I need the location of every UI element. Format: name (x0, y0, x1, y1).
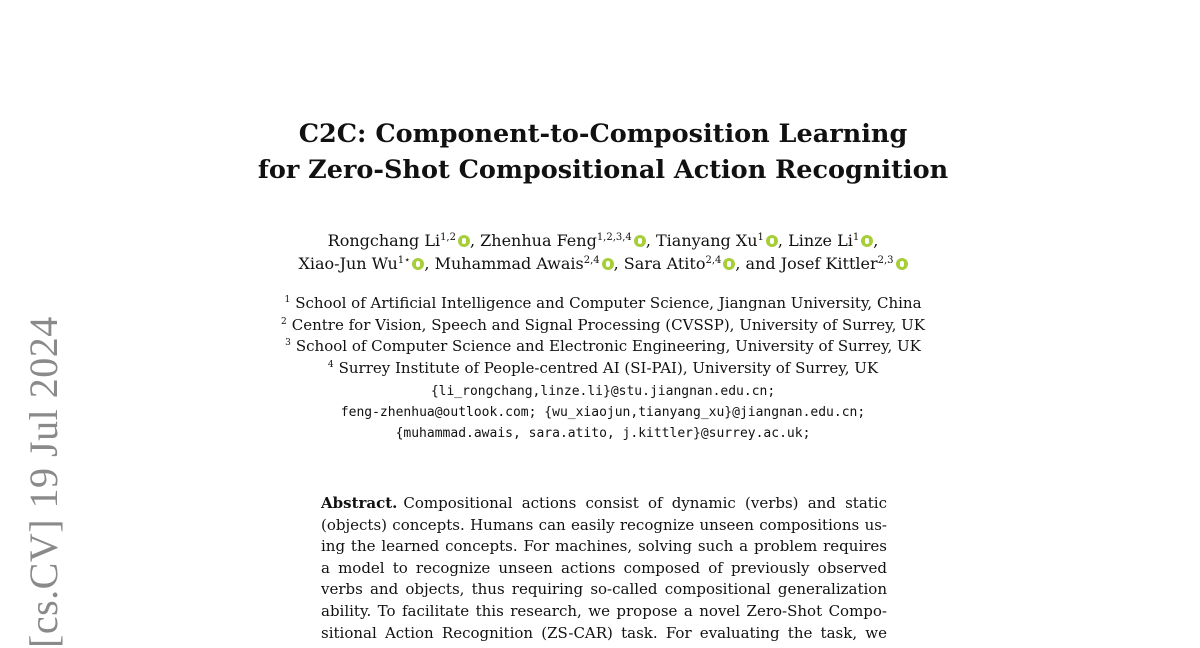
title-line-2: for Zero-Shot Compositional Action Recognition (257, 155, 949, 185)
affiliation-text: School of Artificial Intelligence and Computer Science, Jiangnan University, China (295, 294, 922, 312)
arxiv-stamp: [cs.CV] 19 Jul 2024 (21, 316, 66, 648)
affiliation-text: Surrey Institute of People-centred AI (SI-PAI), University of Surrey, UK (338, 358, 879, 377)
author-name: Rongchang Li (327, 231, 441, 250)
email-line[interactable]: {muhammad.awais, sara.atito, j.kittler}@surrey.ac.uk; (395, 426, 811, 441)
author-separator: , and (735, 254, 781, 273)
author-line-2 (0, 252, 1200, 275)
abstract-line: verbs and objects, thus requiring so-called compositional generalization (321, 580, 887, 599)
abstract-line: a model to recognize unseen actions composed of previously observed (321, 558, 887, 577)
author-separator: , (613, 254, 624, 273)
orcid-icon[interactable] (412, 258, 424, 270)
affiliation-item (0, 293, 1200, 315)
affiliation-number: 2 (281, 316, 287, 327)
author-separator: , (424, 254, 435, 273)
author-affil-sup: 1,2,3,4 (596, 232, 632, 243)
affiliation-number: 3 (285, 338, 291, 348)
affiliation-list (0, 293, 1200, 379)
email-list (0, 381, 1200, 444)
author-affil-sup: 2,4 (705, 255, 722, 266)
affiliation-item (0, 336, 1200, 358)
orcid-icon[interactable] (766, 235, 778, 247)
author-affil-sup: 1⋆ (397, 255, 411, 266)
author-name: Zhenhua Feng (480, 231, 597, 250)
author-separator: , (469, 231, 481, 250)
abstract-line: sitional Action Recognition (ZS-CAR) task. For evaluating the task, we (321, 623, 887, 642)
author-name: Tianyang Xu (655, 231, 758, 250)
affiliation-text: Centre for Vision, Speech and Signal Processing (CVSSP), University of Surrey, UK (291, 315, 925, 334)
orcid-icon[interactable] (896, 258, 908, 270)
author-name: Xiao-Jun Wu (298, 254, 398, 273)
orcid-icon[interactable] (723, 258, 735, 270)
author-list (0, 229, 1200, 275)
author-affil-sup: 2,4 (583, 255, 600, 266)
author-affil-sup: 1,2 (440, 232, 456, 243)
author-affil-sup: 1 (852, 232, 860, 243)
author-separator: , (777, 231, 789, 250)
abstract-line: ability. To facilitate this research, we propose a novel Zero-Shot Compo- (321, 601, 887, 620)
abstract (321, 493, 887, 644)
author-affil-sup: 1 (757, 232, 764, 243)
abstract-label: Abstract. (321, 494, 398, 512)
author-separator: , (645, 231, 656, 250)
email-line[interactable]: feng-zhenhua@outlook.com; {wu_xiaojun,tianyang_xu}@jiangnan.edu.cn; (340, 405, 866, 420)
title-line-1: C2C: Component-to-Composition Learning (298, 119, 908, 149)
author-separator: , (873, 231, 879, 250)
author-affil-sup: 2,3 (877, 255, 894, 266)
affiliation-item (0, 315, 1200, 337)
abstract-line (321, 493, 887, 515)
affiliation-number: 1 (284, 295, 291, 305)
abstract-line: (objects) concepts. Humans can easily recognize unseen compositions us- (321, 515, 887, 534)
orcid-icon[interactable] (458, 235, 470, 247)
author-name: Josef Kittler (780, 254, 878, 273)
affiliation-item (0, 358, 1200, 380)
orcid-icon[interactable] (602, 258, 614, 270)
orcid-icon[interactable] (634, 235, 646, 247)
email-line[interactable]: {li_rongchang,linze.li}@stu.jiangnan.edu.cn; (430, 384, 776, 399)
abstract-line: ing the learned concepts. For machines, solving such a problem requires (321, 537, 887, 556)
paper-title (0, 116, 1200, 188)
affiliation-number: 4 (327, 359, 334, 370)
orcid-icon[interactable] (861, 235, 873, 247)
author-name: Linze Li (788, 231, 853, 250)
author-name: Sara Atito (623, 254, 706, 273)
author-name: Muhammad Awais (434, 254, 584, 273)
author-line-1 (0, 229, 1200, 252)
affiliation-text: School of Computer Science and Electronic Engineering, University of Surrey, UK (295, 337, 921, 355)
abstract-text: Compositional actions consist of dynamic (verbs) and static (403, 494, 887, 512)
